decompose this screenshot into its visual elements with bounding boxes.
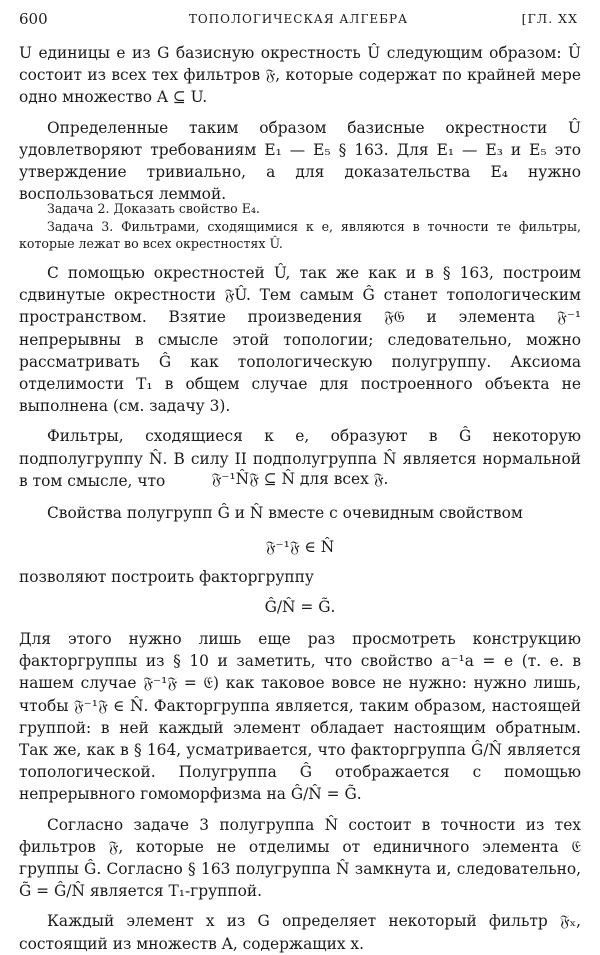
chapter-label: [ГЛ. XX xyxy=(521,11,578,26)
paragraph-9: Каждый элемент x из G определяет некоторый фильтр 𝔉ₓ, состоящий из множеств A, содержащих x. xyxy=(19,912,581,953)
formula-2: 𝔉⁻¹𝔉 ∈ N̂ xyxy=(265,538,335,556)
page-number: 600 xyxy=(19,10,48,28)
paragraph-2: Определенные таким образом базисные окрестности Û удовлетворяют требованиям E₁ — E₅ § 163. Для E₁ — E₃ и E₅ это утверждение тривиально, а для доказательства E₄ нужно воспользоваться леммой. xyxy=(19,118,581,204)
formula-block-2 xyxy=(19,536,581,558)
task-2: Задача 2. Доказать свойство E₄. xyxy=(47,201,260,216)
task-3: Задача 3. Фильтрами, сходящимися к e, являются в точности те фильтры, которые лежат во всех окрестностях Û. xyxy=(19,218,581,252)
text-block-3 xyxy=(19,502,581,524)
paragraph-1: U единицы e из G базисную окрестность Û следующим образом: Û состоит из всех тех фильтров 𝔉, которые содержат по крайней мере одно множество A ⊆ U. xyxy=(19,44,581,107)
formula-3: Ĝ/N̂ = G̃. xyxy=(264,598,336,616)
formula-1: 𝔉⁻¹N̂𝔉 ⊆ N̂ для всех 𝔉. xyxy=(211,470,389,488)
paragraph-3: С помощью окрестностей Û, так же как и в § 163, построим сдвинутые окрестности 𝔉Û. Тем самым Ĝ станет топологическим пространством. Взятие произведения 𝔉𝔊 и элемента 𝔉⁻¹ непрерывны в смысле этой топологии; следовательно, можно рассматривать Ĝ как топологическую полугруппу. Аксиома отделимости T₁ в общем случае для построенного объекта не выполнена (см. задачу 3). xyxy=(19,264,581,416)
paragraph-6: позволяют построить факторгруппу xyxy=(19,568,314,586)
running-title: ТОПОЛОГИЧЕСКАЯ АЛГЕБРА xyxy=(188,12,409,26)
paragraph-7: Для этого нужно лишь еще раз просмотреть конструкцию факторгруппы из § 10 и заметить, что свойство a⁻¹a = e (т. е. в нашем случае 𝔉⁻¹𝔉 = 𝔈) как таковое вовсе не нужно: нужно лишь, чтобы 𝔉⁻¹𝔉 ∈ N̂. Факторгруппа является, таким образом, настоящей группой: в ней каждый элемент обладает настоящим обратным. Так же, как в § 164, усматривается, что факторгруппа Ĝ/N̂ является топологической. Полугруппа Ĝ отображается с помощью непрерывного гомоморфизма на Ĝ/N̂ = G̃. xyxy=(19,630,581,804)
paragraph-8: Согласно задаче 3 полугруппа N̂ состоит в точности из тех фильтров 𝔉, которые не отделимы от единичного элемента 𝔈 группы Ĝ. Согласно § 163 полугруппа N̂ замкнута и, следовательно, G̃ = Ĝ/N̂ является T₁-группой. xyxy=(19,815,581,901)
tasks-block xyxy=(19,200,581,253)
paragraph-5: Свойства полугрупп Ĝ и N̂ вместе с очевидным свойством xyxy=(47,504,523,522)
text-block-5 xyxy=(19,628,581,955)
text-block-1 xyxy=(19,42,581,205)
formula-block-3 xyxy=(19,596,581,618)
paragraph-4: Фильтры, сходящиеся к e, образуют в Ĝ некоторую подполугруппу N̂. В силу II подполугруппа N̂ является нормальной в том смысле, что xyxy=(19,427,581,490)
text-block-4 xyxy=(19,566,581,588)
text-block-2 xyxy=(19,262,581,492)
formula-block-1 xyxy=(19,468,581,490)
running-head xyxy=(19,9,578,29)
